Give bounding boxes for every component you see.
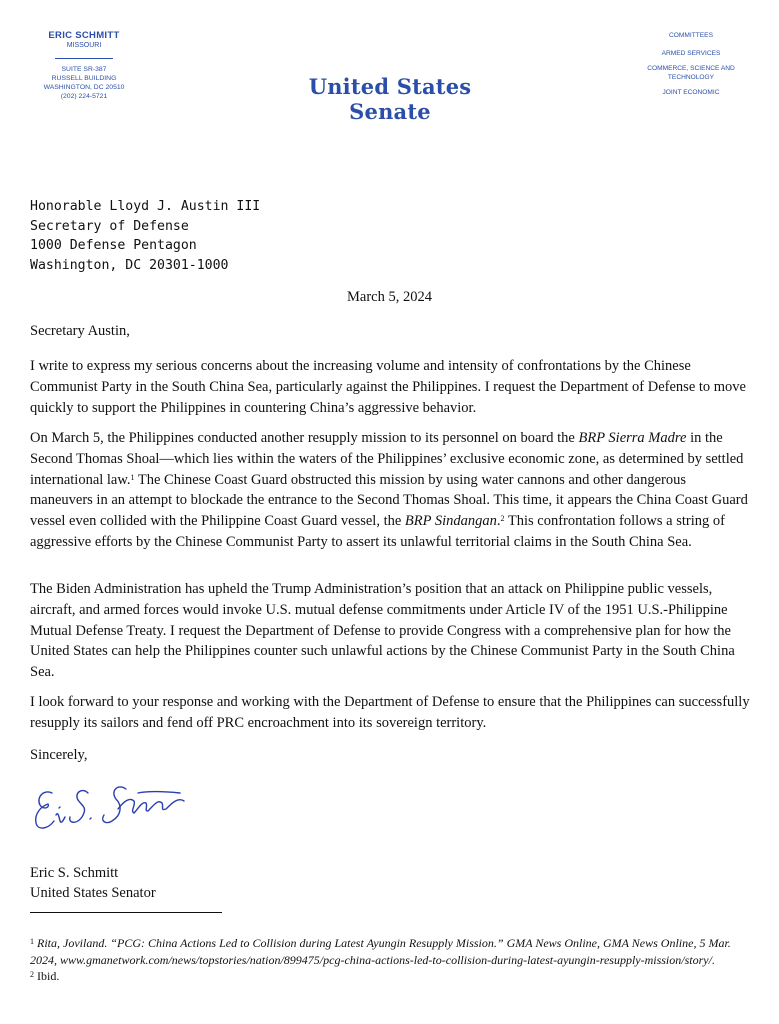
senator-state: MISSOURI bbox=[66, 42, 102, 49]
letterhead-divider bbox=[55, 58, 113, 59]
address-line: WASHINGTON, DC 20510 bbox=[43, 84, 125, 91]
footnote-text: Rita, Joviland. “PCG: China Actions Led to Collision during Latest Ayungin Resupply Mission.” GMA News Online, GMA News Online, 5 Mar. 2024, www.gmanetwork.com/news/topstories/nation/899475/pcg-china-actions-led-to-collision-during-latest-ayungin-resupply-mission/story/. bbox=[30, 936, 731, 967]
text-run: The Chinese Coast Guard obstructed this mission by using water cannons and other dangerous maneuvers in an attempt to blockade the entrance to the Second Thomas Shoal. This time, it appears the China Coast Guard vessel even collided with the Philippine Coast Guard vessel, the bbox=[30, 471, 748, 530]
recipient-line: 1000 Defense Pentagon bbox=[30, 238, 197, 253]
signer-title: United States Senator bbox=[30, 884, 156, 901]
body-paragraph bbox=[30, 579, 750, 683]
footnote-ref: 2 bbox=[500, 514, 505, 524]
signature-block bbox=[30, 864, 156, 903]
footnote-text: Ibid. bbox=[37, 969, 60, 983]
address-line: RUSSELL BUILDING bbox=[51, 75, 117, 82]
closing: Sincerely, bbox=[30, 747, 88, 763]
address-line: (202) 224-5721 bbox=[60, 93, 108, 100]
ship-name: BRP Sierra Madre bbox=[578, 430, 687, 446]
paragraph-text bbox=[30, 428, 750, 553]
letterhead-senator-block bbox=[20, 30, 148, 101]
body-paragraph bbox=[30, 692, 750, 734]
senator-name-header: ERIC SCHMITT bbox=[48, 30, 120, 41]
text-run: in the Second Thomas Shoal—which lies within the waters of the Philippines’ exclusive economic zone, as determined by settled international law. bbox=[30, 430, 744, 488]
committees-title: COMMITTEES bbox=[669, 32, 713, 39]
letter-date: March 5, 2024 bbox=[347, 289, 432, 305]
signer-name: Eric S. Schmitt bbox=[30, 865, 119, 881]
body-paragraph bbox=[30, 428, 750, 553]
committees-block bbox=[627, 31, 755, 103]
paragraph-text: I write to express my serious concerns about the increasing volume and intensity of confrontations by the Chinese Communist Party in the South China Sea, particularly against the Philippines. I request the Department of Defense to move quickly to support the Philippines in countering China’s aggressive behavior. bbox=[30, 358, 746, 416]
salutation: Secretary Austin, bbox=[30, 323, 130, 339]
ship-name: BRP Sindangan bbox=[404, 513, 497, 530]
address-line: SUITE SR-387 bbox=[61, 66, 107, 73]
paragraph-text: I look forward to your response and working with the Department of Defense to ensure that the Philippines can successfully resupply its sailors and fend off PRC encroachment into its sovereign territory. bbox=[30, 694, 750, 731]
office-address bbox=[20, 65, 148, 101]
recipient-line: Honorable Lloyd J. Austin III bbox=[30, 199, 261, 214]
senate-seal-title: United States Senate bbox=[308, 74, 472, 124]
body-paragraph bbox=[30, 356, 750, 418]
recipient-line: Secretary of Defense bbox=[30, 218, 189, 234]
text-run: On March 5, the Philippines conducted another resupply mission to its personnel on board the bbox=[30, 430, 579, 446]
text-run: This confrontation follows a string of aggressive efforts by the Chinese Communist Party to assert its unlawful territorial claims in the South China Sea. bbox=[30, 513, 725, 550]
committee-item: COMMERCE, SCIENCE AND TECHNOLOGY bbox=[647, 65, 735, 81]
footnote-ref: 1 bbox=[130, 472, 135, 482]
footnote bbox=[30, 935, 745, 968]
recipient-line: Washington, DC 20301-1000 bbox=[30, 257, 229, 273]
committee-item: ARMED SERVICES bbox=[661, 50, 721, 57]
committee-item: JOINT ECONOMIC bbox=[662, 89, 720, 96]
footnote-divider bbox=[30, 912, 222, 913]
footnote-number: 1 bbox=[30, 937, 34, 946]
handwritten-signature bbox=[30, 775, 195, 840]
footnote-number: 2 bbox=[30, 970, 34, 979]
footnotes bbox=[30, 935, 745, 985]
footnote bbox=[30, 968, 745, 985]
paragraph-text: The Biden Administration has upheld the Trump Administration’s position that an attack on Philippine public vessels, aircraft, and armed forces would invoke U.S. mutual defense commitments under Article IV of the 1951 U.S.-Philippine Mutual Defense Treaty. I request the Department of Defense to provide Congress with a comprehensive plan for how the United States can help the Philippines counter such unlawful actions by the Chinese Communist Party in the South China Sea. bbox=[30, 581, 735, 681]
recipient-address bbox=[30, 197, 260, 275]
text-run: . bbox=[496, 513, 501, 530]
